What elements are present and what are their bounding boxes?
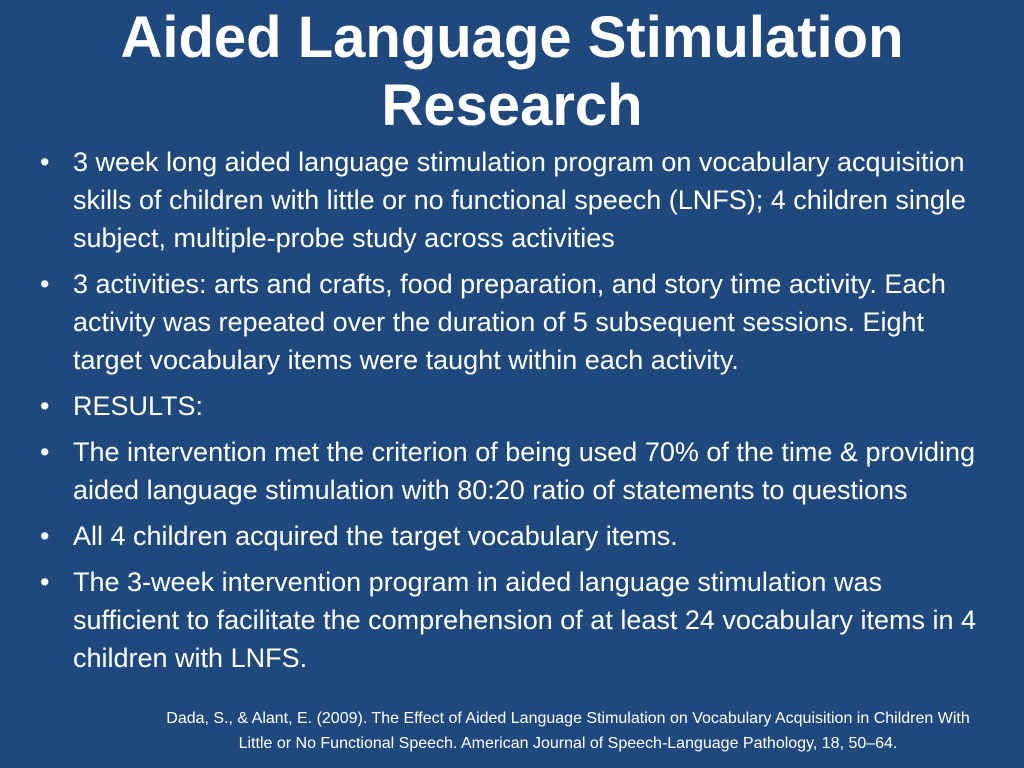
- bullet-dot-icon: •: [40, 269, 50, 299]
- citation-line-1: Dada, S., & Alant, E. (2009). The Effect of Aided Language Stimulation on Vocabulary Acquisition in Children With: [166, 710, 970, 727]
- bullet-text: 3 week long aided language stimulation program on vocabulary acquisition skills of children with little or no functional speech (LNFS); 4 children single subject, multiple-probe study across activities: [73, 147, 966, 253]
- bullet-dot-icon: •: [40, 147, 50, 177]
- bullet-item-activities: [40, 265, 990, 379]
- slide-title-line-2: Research: [381, 73, 643, 138]
- bullet-item-program: [40, 143, 990, 257]
- bullet-item-conclusion: [40, 563, 990, 677]
- bullet-text: The intervention met the criterion of being used 70% of the time & providing aided language stimulation with 80:20 ratio of statements to questions: [73, 437, 976, 505]
- slide-title-line-1: Aided Language Stimulation: [120, 5, 904, 70]
- bullet-item-acquired: [40, 517, 990, 555]
- bullet-dot-icon: •: [40, 437, 50, 467]
- citation: [38, 706, 1024, 756]
- bullet-text: 3 activities: arts and crafts, food preparation, and story time activity. Each activity was repeated over the duration of 5 subsequent sessions. Eight target vocabulary items were taught within each activity.: [73, 269, 946, 375]
- bullet-text: The 3-week intervention program in aided language stimulation was sufficient to facilitate the comprehension of at least 24 vocabulary items in 4 children with LNFS.: [73, 567, 976, 673]
- citation-line-2: Little or No Functional Speech. American Journal of Speech-Language Pathology, 18, 50–64.: [238, 735, 898, 752]
- bullet-text: RESULTS:: [73, 391, 204, 421]
- bullet-item-results: [40, 387, 990, 425]
- bullet-item-criterion: [40, 433, 990, 509]
- bullet-dot-icon: •: [40, 391, 50, 421]
- bullet-list: [40, 143, 990, 685]
- bullet-dot-icon: •: [40, 521, 50, 551]
- bullet-text: All 4 children acquired the target vocabulary items.: [73, 521, 678, 551]
- bullet-dot-icon: •: [40, 567, 50, 597]
- slide-title: [0, 4, 1024, 140]
